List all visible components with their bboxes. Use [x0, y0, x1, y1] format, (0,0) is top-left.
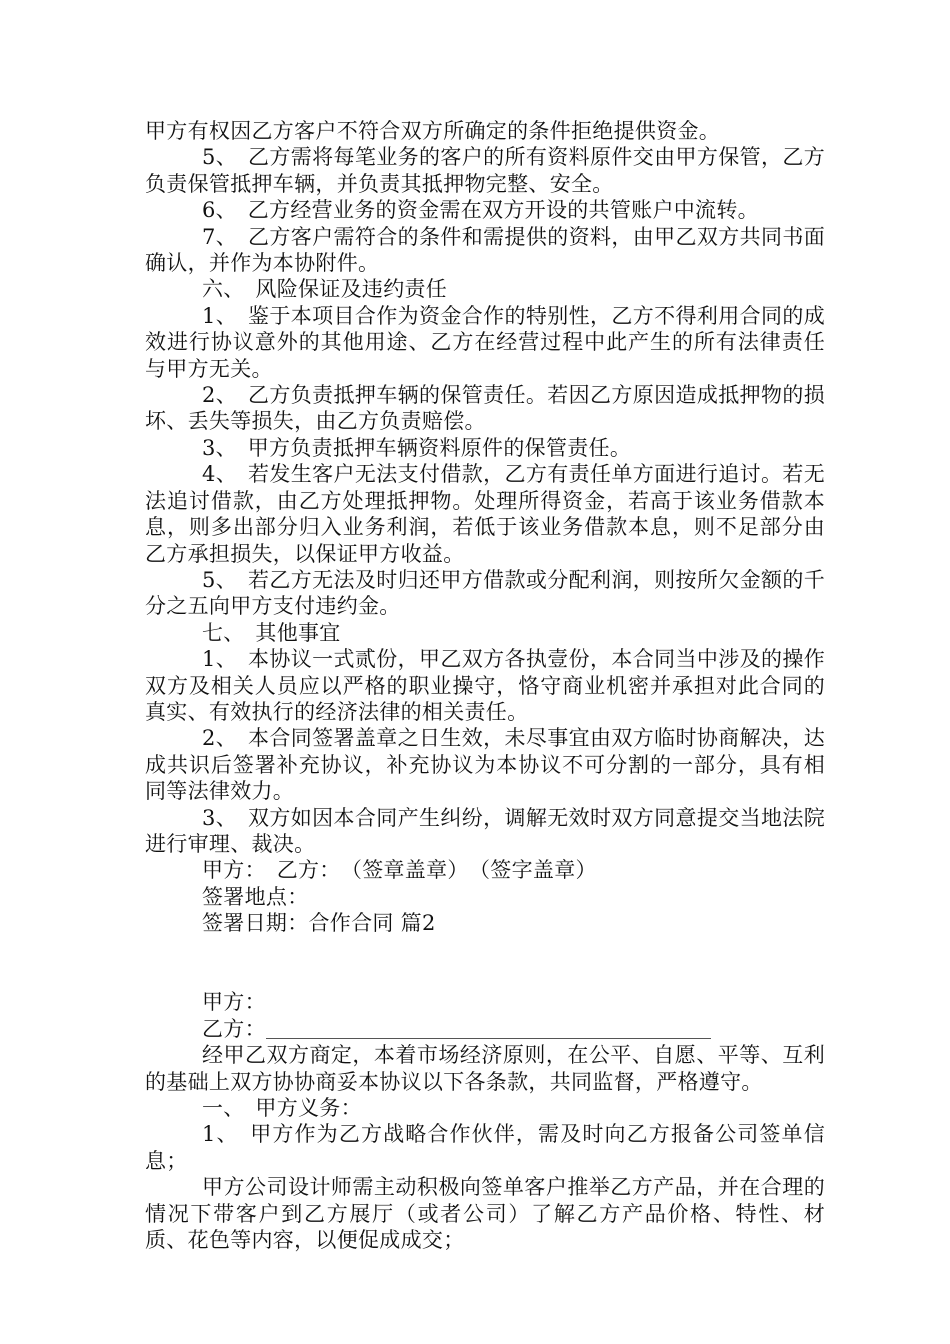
clause-6-1: 1、 鉴于本项目合作为资金合作的特别性，乙方不得利用合同的成效进行协议意外的其他用途、乙方在经营过程中此产生的所有法律责任与甲方无关。	[145, 303, 825, 381]
clause-6-2: 2、 乙方负责抵押车辆的保管责任。若因乙方原因造成抵押物的损坏、丢失等损失，由乙方负责赔偿。	[145, 383, 825, 434]
party-b-row	[145, 1016, 825, 1042]
party-b-label: 乙方：	[202, 1016, 266, 1041]
preamble: 经甲乙双方商定，本着市场经济原则，在公平、自愿、平等、互利的基础上双方协协商妥本协议以下各条款，共同监督，严格遵守。	[145, 1043, 825, 1094]
clause-7-2: 2、 本合同签署盖章之日生效，未尽事宜由双方临时协商解决，达成共识后签署补充协议，补充协议为本协议不可分割的一部分，具有相同等法律效力。	[145, 726, 825, 804]
clause-5: 5、 乙方需将每笔业务的客户的所有资料原件交由甲方保管，乙方负责保管抵押车辆，并负责其抵押物完整、安全。	[145, 145, 825, 196]
clause-7-1: 1、 本协议一式贰份，甲乙双方各执壹份，本合同当中涉及的操作双方及相关人员应以严格的职业操守，恪守商业机密并承担对此合同的真实、有效执行的经济法律的相关责任。	[145, 647, 825, 724]
section-heading-7: 七、 其他事宜	[202, 620, 341, 645]
paragraph: 甲方有权因乙方客户不符合双方所确定的条件拒绝提供资金。	[145, 119, 721, 143]
clause-6: 6、 乙方经营业务的资金需在双方开设的共管账户中流转。	[202, 198, 759, 223]
clause-1-1: 1、 甲方作为乙方战略合作伙伴，需及时向乙方报备公司签单信息；	[145, 1122, 825, 1173]
clause-7-3: 3、 双方如因本合同产生纠纷，调解无效时双方同意提交当地法院进行审理、裁决。	[145, 805, 825, 856]
section-heading-6: 六、 风险保证及违约责任	[202, 277, 448, 302]
signature-place: 签署地点：	[202, 884, 309, 909]
document-page	[145, 118, 825, 1253]
party-a-label: 甲方：	[202, 990, 266, 1015]
clause-6-5: 5、 若乙方无法及时归还甲方借款或分配利润，则按所欠金额的千分之五向甲方支付违约金。	[145, 567, 825, 619]
party-b-underline	[266, 1018, 711, 1039]
blank-space	[145, 937, 825, 990]
clause-6-3: 3、 甲方负责抵押车辆资料原件的保管责任。	[202, 435, 632, 460]
signature-parties: 甲方： 乙方： （签章盖章） （签字盖章）	[202, 858, 597, 883]
clause-7: 7、 乙方客户需符合的条件和需提供的资料，由甲乙双方共同书面确认，并作为本协附件。	[145, 224, 825, 276]
clause-6-4: 4、 若发生客户无法支付借款，乙方有责任单方面进行追讨。若无法追讨借款，由乙方处理抵押物。处理所得资金，若高于该业务借款本息，则多出部分归入业务利润，若低于该业务借款本息，则不足部分由乙方承担损失，以保证甲方收益。	[145, 462, 825, 566]
section-heading-1: 一、 甲方义务：	[202, 1096, 362, 1121]
signature-date: 签署日期：合作合同 篇2	[202, 911, 436, 936]
clause-1-1-detail: 甲方公司设计师需主动积极向签单客户推举乙方产品，并在合理的情况下带客户到乙方展厅（或者公司）了解乙方产品价格、特性、材质、花色等内容，以便促成成交；	[145, 1175, 825, 1253]
